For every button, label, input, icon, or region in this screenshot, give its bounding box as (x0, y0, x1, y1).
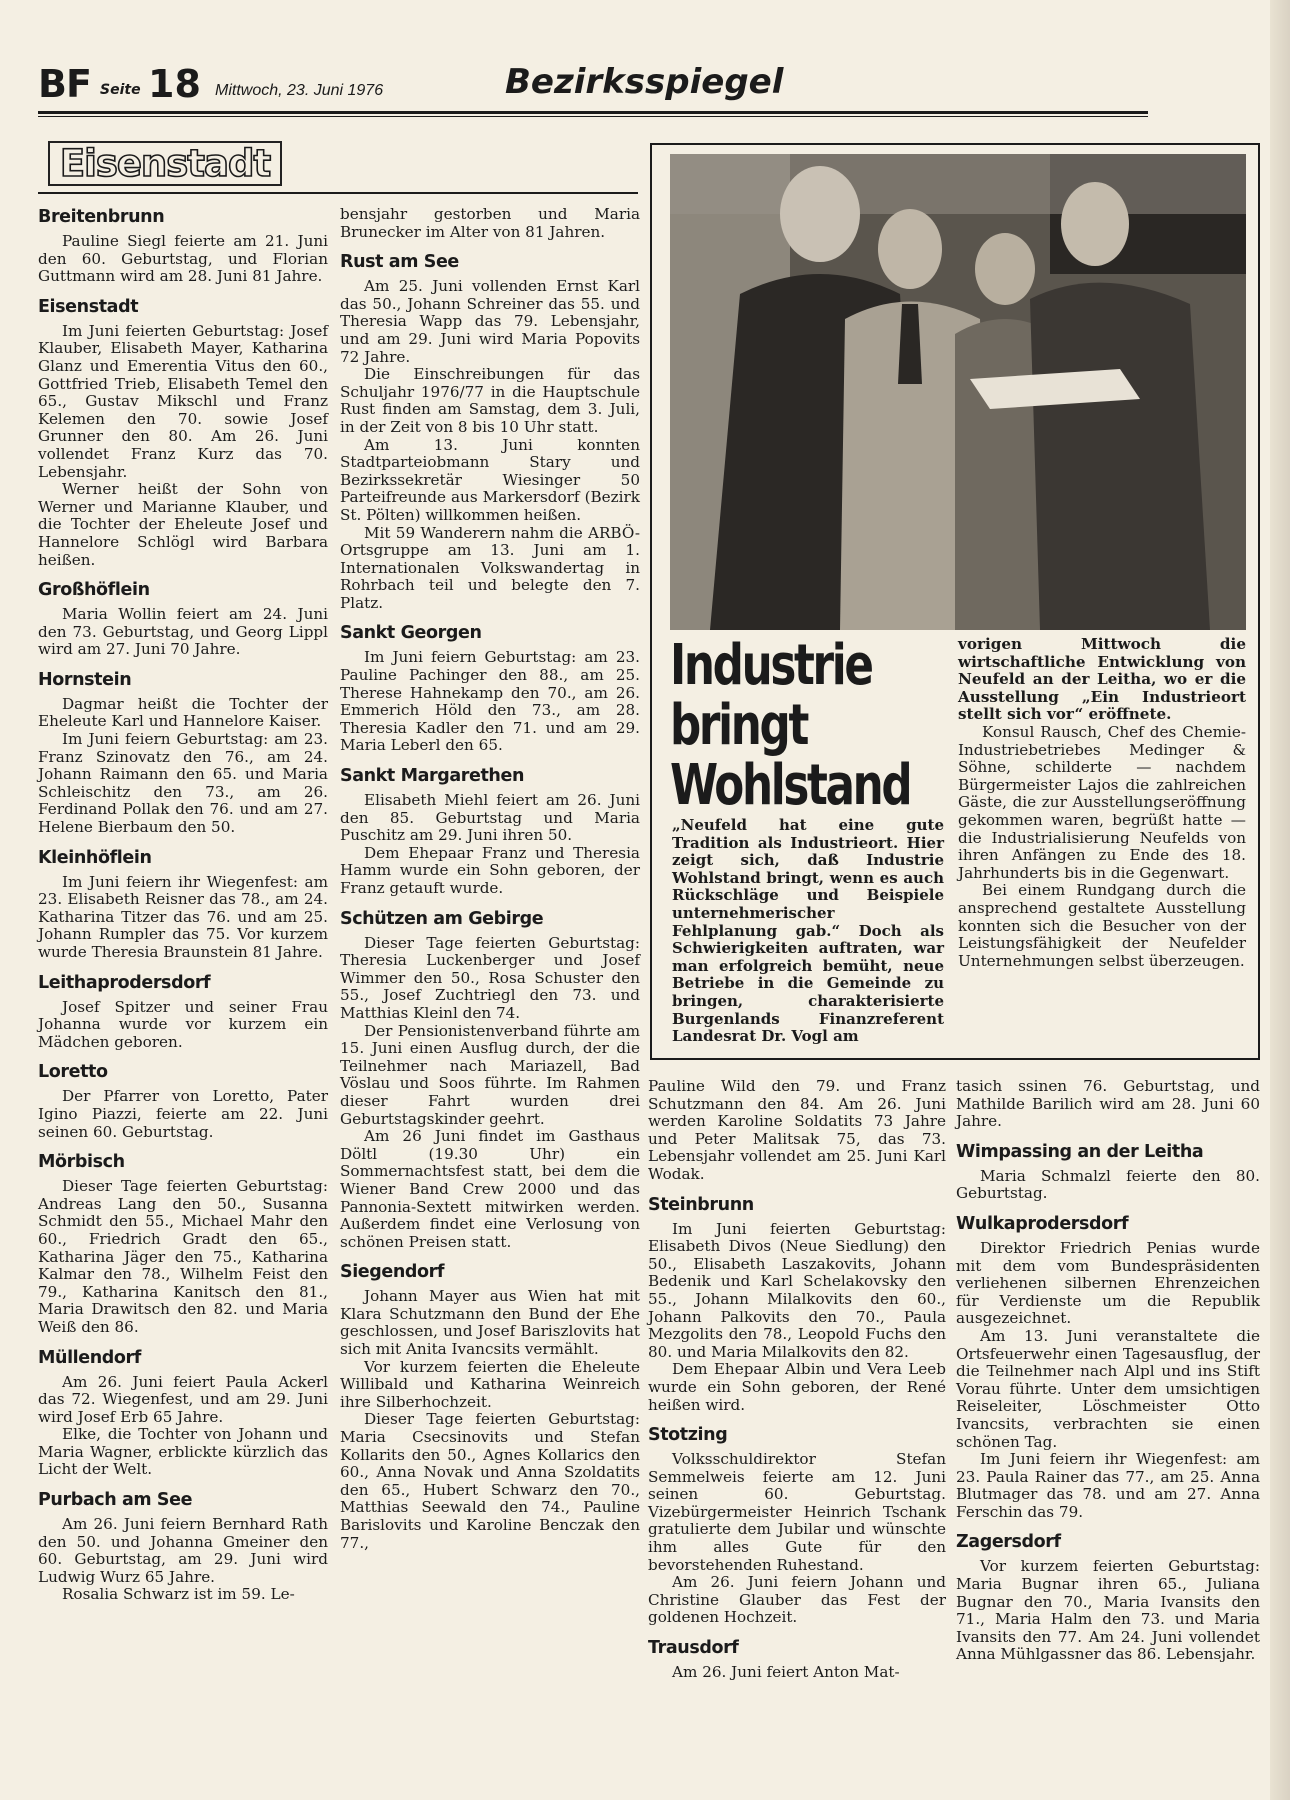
article-heading: Steinbrunn (648, 1194, 754, 1215)
article-paragraph: Direktor Friedrich Penias wurde mit dem vom Bundespräsidenten verliehenen silbernen Ehrenzeichen für Verdienste um die Republik ausgezeichnet. (956, 1238, 1260, 1328)
article-paragraph: bensjahr gestorben und Maria Brunecker im Alter von 81 Jahren. (340, 205, 640, 241)
article-paragraph: Pauline Wild den 79. und Franz Schutzmann den 84. Am 26. Juni werden Karoline Soldatits 73 Jahre und Peter Malitsak 75, das 73. Lebensjahr vollendet am 25. Juni Karl Wodak. (648, 1077, 946, 1183)
article-heading: Loretto (38, 1062, 108, 1083)
article-heading: Rust am See (340, 252, 459, 273)
article-paragraph: Dieser Tage feierten Geburtstag: Theresia Luckenberger und Josef Wimmer den 50., Rosa Schuster den 55., Josef Zuchtriegl den 73. und Matthias Kleinl den 74. (340, 933, 640, 1022)
article-paragraph: Am 26. Juni feiert Paula Ackerl das 72. Wiegenfest, und am 29. Juni wird Josef Erb 65 Jahre. (38, 1372, 328, 1426)
headline-line-2: bringt (670, 693, 807, 758)
column-3 (648, 1078, 946, 1682)
page-header (38, 62, 1148, 110)
article-paragraph: Am 26. Juni feiern Johann und Christine Glauber das Fest der goldenen Hochzeit. (648, 1573, 946, 1627)
article-heading: Stotzing (648, 1425, 728, 1446)
column-4 (956, 1078, 1260, 1664)
article-paragraph: Werner heißt der Sohn von Werner und Marianne Klauber, und die Tochter der Eheleute Josef und Hannelore Schlögl wird Barbara heißen. (38, 480, 328, 569)
article-paragraph: Vor kurzem feierten die Eheleute Willibald und Katharina Weinreich ihre Silberhochzeit. (340, 1357, 640, 1411)
header-rule-thin (38, 116, 1148, 117)
article-paragraph: Im Juni feiern ihr Wiegenfest: am 23. Elisabeth Reisner das 78., am 24. Katharina Titzer das 76. und am 25. Johann Rumpler das 75. Vor kurzem wurde Theresia Braunstein 81 Jahre. (38, 872, 328, 961)
article-heading: Wimpassing an der Leitha (956, 1141, 1204, 1162)
article-paragraph: Rosalia Schwarz ist im 59. Le- (62, 1585, 295, 1604)
article-heading: Schützen am Gebirge (340, 908, 544, 929)
headline-line-3: Wohlstand (670, 753, 911, 818)
section-title: Bezirksspiegel (505, 62, 784, 102)
article-paragraph: Maria Schmalzl feierte den 80. Geburtstag. (956, 1166, 1260, 1203)
article-paragraph: Vor kurzem feierten Geburtstag: Maria Bugnar ihren 65., Juliana Bugnar den 70., Maria Ivansits den 71., Maria Halm den 73. und Maria Ivansits den 77. Am 24. Juni vollendet Anna Mühlgassner das 86. Lebensjahr. (956, 1557, 1260, 1664)
article-paragraph: Dieser Tage feierten Geburtstag: Maria Csecsinovits und Stefan Kollarits den 50., Agnes Kollarics den 60., Anna Novak und Anna Szoldatits den 65., Hubert Schwarz den 70., Matthias Seewald den 74., Pauline Barislovits und Karoline Benczak den 77., (340, 1410, 640, 1552)
article-paragraph: Dieser Tage feierten Geburtstag: Andreas Lang den 50., Susanna Schmidt den 55., Michael Mahr den 60., Friedrich Gradt den 65., Katharina Jäger den 75., Katharina Kalmar den 78., Wilhelm Feist den 79., Katharina Kanitsch den 81., Maria Drawitsch den 82. und Maria Weiß den 86. (38, 1177, 328, 1336)
district-masthead-text: Eisenstadt (59, 142, 271, 185)
article-heading: Trausdorf (648, 1638, 739, 1659)
article-heading: Sankt Margarethen (340, 766, 525, 787)
article-paragraph: Elke, die Tochter von Johann und Maria Wagner, erblickte kürzlich das Licht der Welt. (38, 1425, 328, 1479)
article-paragraph: Maria Wollin feiert am 24. Juni den 73. Geburtstag, und Georg Lippl wird am 27. Juni 70 Jahre. (38, 605, 328, 659)
issue-date: Mittwoch, 23. Juni 1976 (215, 82, 384, 99)
district-masthead (48, 141, 282, 186)
article-paragraph: Volksschuldirektor Stefan Semmelweis feierte am 12. Juni seinen 60. Geburtstag. Vizebürgermeister Heinrich Tschank gratulierte dem Jubilar und wünschte ihm alles Gute für den bevorstehenden Ruhestand. (648, 1450, 946, 1574)
feature-paragraph: Konsul Rausch, Chef des Chemie-Industriebetriebes Medinger & Söhne, schilderte — nachdem Bürgermeister Lajos die zahlreichen Gäste, die zur Ausstellungseröffnung gekommen waren, begrüßt hatte — die Industrialisierung Neufelds von ihren Anfängen zu Ende des 18. Jahrhunderts bis in die Gegenwart. (958, 722, 1246, 882)
feature-paragraph: Bei einem Rundgang durch die ansprechend gestaltete Ausstellung konnten sich die Besucher von der Leistungsfähigkeit der Neufelder Unternehmungen selbst überzeugen. (958, 881, 1246, 970)
article-paragraph: Am 25. Juni vollenden Ernst Karl das 50., Johann Schreiner das 55. und Theresia Wapp das 79. Lebensjahr, und am 29. Juni wird Maria Popovits 72 Jahre. (340, 277, 640, 366)
page-edge (1270, 0, 1290, 1800)
article-paragraph: Am 26. Juni feiern Bernhard Rath den 50. und Johanna Gmeiner den 60. Geburtstag, am 29. Juni wird Ludwig Wurz 65 Jahre. (38, 1515, 328, 1586)
headline-line-1: Industrie (670, 633, 872, 698)
article-paragraph: Am 13. Juni veranstaltete die Ortsfeuerwehr einen Tagesausflug, der die Teilnehmer nach Alpl und ins Stift Vorau führte. Unter dem umsichtigen Reiseleiter, Löschmeister Otto Ivancsits, verbrachten sie einen schönen Tag. (956, 1326, 1260, 1451)
article-heading: Eisenstadt (38, 296, 139, 317)
article-heading: Wulkaprodersdorf (956, 1213, 1129, 1234)
article-paragraph: Der Pfarrer von Loretto, Pater Igino Piazzi, feierte am 22. Juni seinen 60. Geburtstag. (38, 1087, 328, 1141)
feature-headline (670, 633, 911, 818)
article-heading: Purbach am See (38, 1490, 193, 1511)
feature-body (958, 636, 1246, 970)
article-heading: Siegendorf (340, 1262, 445, 1283)
article-paragraph: tasich ssinen 76. Geburtstag, und Mathilde Barilich wird am 28. Juni 60 Jahre. (956, 1077, 1260, 1131)
article-heading: Sankt Georgen (340, 623, 482, 644)
article-paragraph: Elisabeth Miehl feiert am 26. Juni den 85. Geburtstag und Maria Puschitz am 29. Juni ihren 50. (340, 791, 640, 845)
article-paragraph: Am 26 Juni findet im Gasthaus Döltl (19.30 Uhr) ein Sommernachtsfest statt, bei dem die Wiener Band Crew 2000 und das Pannonia-Sextett mitwirken werden. Außerdem findet eine Verlosung von schönen Preisen statt. (340, 1127, 640, 1251)
article-paragraph: Dem Ehepaar Franz und Theresia Hamm wurde ein Sohn geboren, der Franz getauft wurde. (340, 843, 640, 897)
article-paragraph: Johann Mayer aus Wien hat mit Klara Schutzmann den Bund der Ehe geschlossen, und Josef Bariszlovits hat sich mit Anita Ivancsits vermählt. (340, 1287, 640, 1359)
article-heading: Kleinhöflein (38, 847, 152, 868)
article-paragraph: Der Pensionistenverband führte am 15. Juni einen Ausflug durch, der die Teilnehmer nach Mariazell, Bad Vöslau und Soos führte. Im Rahmen dieser Fahrt wurden drei Geburtstagskinder geehrt. (340, 1021, 640, 1128)
page-number: 18 (148, 62, 201, 106)
article-heading: Mörbisch (38, 1152, 125, 1173)
article-paragraph: Josef Spitzer und seiner Frau Johanna wurde vor kurzem ein Mädchen geboren. (38, 997, 328, 1051)
article-heading: Breitenbrunn (38, 207, 165, 227)
column-1 (38, 206, 328, 1604)
feature-lead: „Neufeld hat eine gute Tradition als Industrieort. Hier zeigt sich, daß Industrie Wohlstand bringt, wenn es auch Rückschläge und Beispiele unternehmerischer Fehlplanung gab.“ Doch als Schwierigkeiten auftraten, war man erfolgreich bemüht, neue Betriebe in die Gemeinde zu bringen, charakterisierte Burgenlands Finanzreferent Landesrat Dr. Vogl am (672, 816, 944, 1046)
column-2 (340, 206, 640, 1552)
feature-body-bold: vorigen Mittwoch die wirtschaftliche Entwicklung von Neufeld an der Leitha, wo er die Ausstellung „Ein Industrieort stellt sich vor“ eröffnete. (958, 635, 1246, 724)
article-paragraph: Am 13. Juni konnten Stadtparteiobmann Stary und Bezirkssekretär Wiesinger 50 Parteifreunde aus Markersdorf (Bezirk St. Pölten) willkommen heißen. (340, 435, 640, 524)
article-paragraph: Mit 59 Wanderern nahm die ARBÖ-Ortsgruppe am 13. Juni am 1. Internationalen Volkswandertag in Rohrbach teil und belegte den 7. Platz. (340, 523, 640, 612)
article-paragraph: Dem Ehepaar Albin und Vera Leeb wurde ein Sohn geboren, der René heißen wird. (648, 1360, 946, 1414)
article-paragraph: Die Einschreibungen für das Schuljahr 1976/77 in die Hauptschule Rust finden am Samstag, dem 3. Juli, in der Zeit von 8 bis 10 Uhr statt. (340, 365, 640, 436)
header-rule (38, 111, 1148, 114)
article-paragraph: Pauline Siegl feierte am 21. Juni den 60. Geburtstag, und Florian Guttmann wird am 28. Juni 81 Jahre. (38, 232, 328, 286)
article-heading: Hornstein (38, 669, 132, 690)
article-paragraph: Am 26. Juni feiert Anton Mat- (672, 1663, 900, 1682)
article-paragraph: Im Juni feierten Geburtstag: Josef Klauber, Elisabeth Mayer, Katharina Glanz und Emerentia Vitus den 60., Gottfried Trieb, Elisabeth Temel den 65., Gustav Mikschl und Franz Kelemen den 70. sowie Josef Grunner den 80. Am 26. Juni vollendet Franz Kurz das 70. Lebensjahr. (38, 321, 328, 481)
article-paragraph: Im Juni feiern ihr Wiegenfest: am 23. Paula Rainer das 77., am 25. Anna Blutmager das 78. und am 27. Anna Ferschin das 79. (956, 1450, 1260, 1521)
page-label: Seite (100, 82, 141, 98)
article-paragraph: Im Juni feierten Geburtstag: Elisabeth Divos (Neue Siedlung) den 50., Elisabeth Laszakovits, Johann Bedenik und Karl Schelakovsky den 55., Johann Milalkovits den 60., Johann Palkovits den 70., Paula Mezgolits den 78., Leopold Fuchs den 80. und Maria Milalkovits den 82. (648, 1219, 946, 1361)
article-heading: Großhöflein (38, 580, 150, 601)
publication-logo: BF (38, 62, 91, 106)
article-heading: Müllendorf (38, 1347, 141, 1368)
feature-photo (670, 154, 1246, 630)
article-heading: Leithaprodersdorf (38, 972, 211, 993)
article-paragraph: Dagmar heißt die Tochter der Eheleute Karl und Hannelore Kaiser. (38, 694, 328, 731)
masthead-rule (38, 192, 638, 194)
photo-men-viewing-document (670, 154, 1246, 630)
article-paragraph: Im Juni feiern Geburtstag: am 23. Pauline Pachinger den 88., am 25. Therese Hahnekamp den 70., am 26. Emmerich Höld den 73., am 28. Theresia Kadler den 71. und am 29. Maria Leberl den 65. (340, 648, 640, 755)
article-paragraph: Im Juni feiern Geburtstag: am 23. Franz Szinovatz den 76., am 24. Johann Raimann den 65. und Maria Schleischitz den 73., am 26. Ferdinand Pollak den 76. und am 27. Helene Bierbaum den 50. (38, 730, 328, 837)
article-heading: Zagersdorf (956, 1532, 1061, 1553)
